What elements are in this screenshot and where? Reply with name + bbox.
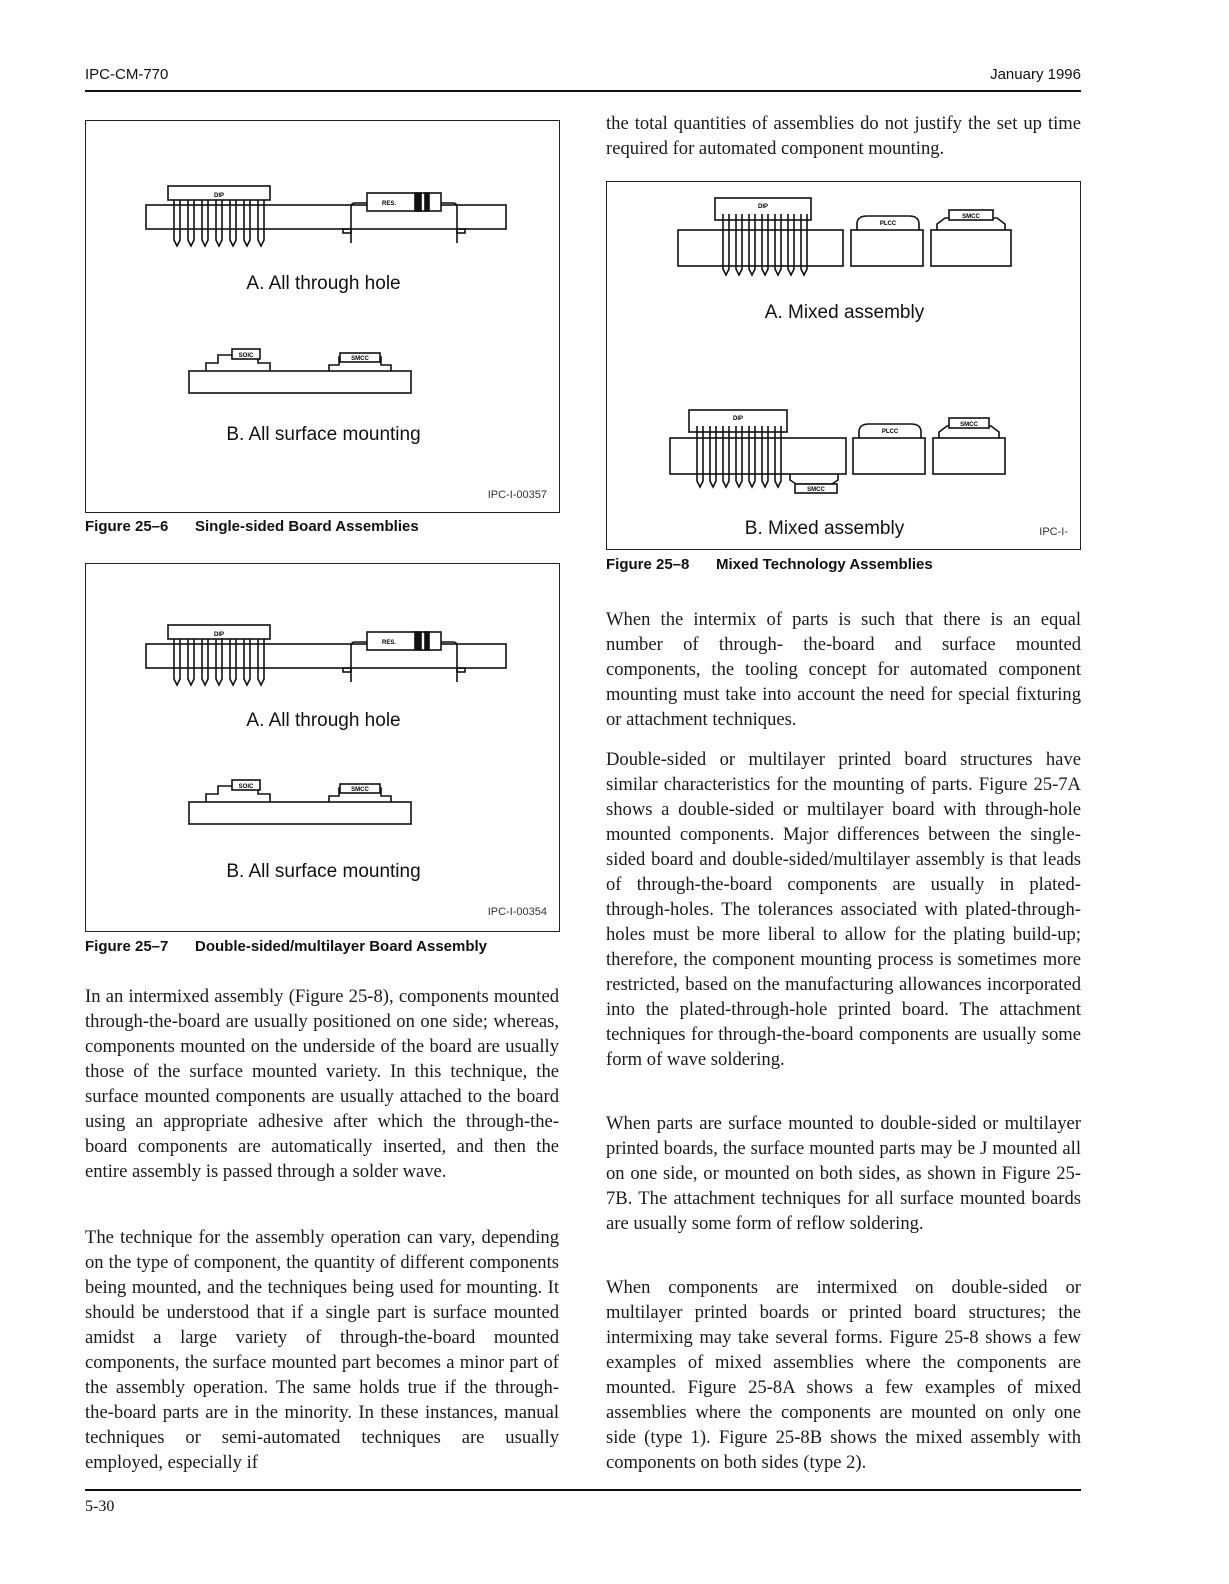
- figure-25-6-caption: [85, 518, 419, 535]
- body-paragraph: When the intermix of parts is such that there is an equal number of through- the-board and surface mounted components, the tooling concept for automated component mounting must take into account the need for special fixturing or attachment techniques.: [606, 609, 1081, 730]
- body-paragraph: In an intermixed assembly (Figure 25-8), components mounted through-the-board are usually positioned on one side; whereas, components mounted on the underside of the board are usually those of the surface mounted variety. In this technique, the surface mounted components are usually attached to the board using an appropriate adhesive after which the through-the-board components are automatically inserted, and then the entire assembly is passed through a solder wave.: [85, 986, 559, 1182]
- svg-text:SMCC: SMCC: [351, 787, 369, 793]
- document-date: January 1996: [990, 66, 1081, 83]
- figure-25-8-label-b: B. Mixed assembly: [744, 518, 905, 539]
- body-paragraph: the total quantities of assemblies do not justify the set up time required for automated component mounting.: [606, 113, 1081, 159]
- svg-text:PLCC: PLCC: [879, 221, 897, 227]
- figure-25-6-label-a: A. All through hole: [246, 273, 401, 294]
- svg-text:PLCC: PLCC: [881, 429, 899, 435]
- body-paragraph: When components are intermixed on double-sided or multilayer printed boards or printed board structures; the intermixing may take several forms. Figure 25-8 shows a few examples of mixed assemblies where the components are mounted. Figure 25-8A shows a few examples of mixed assemblies where the components are mounted on only one side (type 1). Figure 25-8B shows the mixed assembly with components on both sides (type 2).: [606, 1277, 1081, 1473]
- svg-text:SMCC: SMCC: [960, 422, 978, 428]
- figure-25-6-id: IPC-I-00357: [487, 489, 547, 501]
- figure-25-8-caption: [606, 556, 933, 573]
- figure-25-7-title: Double-sided/multilayer Board Assembly: [195, 938, 488, 955]
- svg-text:RES.: RES.: [381, 640, 397, 646]
- figure-25-6-frame: [85, 120, 560, 513]
- mixed-assembly-type1-diagram: [673, 192, 1023, 282]
- document-id: IPC-CM-770: [85, 66, 169, 83]
- svg-text:DIP: DIP: [213, 632, 225, 638]
- figure-25-7-label-a: A. All through hole: [246, 710, 401, 731]
- svg-text:SMCC: SMCC: [807, 487, 825, 493]
- figure-25-7-label-b: B. All surface mounting: [226, 861, 421, 882]
- double-sided-through-hole-diagram: [141, 612, 511, 692]
- figure-25-6-title: Single-sided Board Assemblies: [195, 518, 419, 535]
- through-hole-assembly-diagram: [141, 173, 511, 253]
- figure-25-6-number: Figure 25–6: [85, 518, 169, 535]
- svg-text:SOIC: SOIC: [238, 784, 254, 790]
- page-number: 5-30: [85, 1498, 115, 1515]
- figure-25-8-title: Mixed Technology Assemblies: [716, 556, 933, 573]
- surface-mount-assembly-diagram: [186, 341, 416, 396]
- figure-25-7-caption: [85, 938, 487, 955]
- figure-25-7-number: Figure 25–7: [85, 938, 169, 955]
- figure-25-7-frame: [85, 563, 560, 932]
- body-paragraph: When parts are surface mounted to double-sided or multilayer printed boards, the surface mounted parts may be J mounted all on one side, or mounted on both sides, as shown in Figure 25-7B. The attachment techniques for all surface mounted boards are usually some form of reflow soldering.: [606, 1113, 1081, 1234]
- svg-text:SOIC: SOIC: [238, 353, 254, 359]
- figure-25-6-label-b: B. All surface mounting: [226, 424, 421, 445]
- svg-text:SMCC: SMCC: [351, 356, 369, 362]
- svg-text:SMCC: SMCC: [962, 214, 980, 220]
- svg-text:DIP: DIP: [757, 204, 769, 210]
- header-rule: [85, 90, 1081, 92]
- figure-25-8-number: Figure 25–8: [606, 556, 690, 573]
- page-header: [85, 66, 1081, 90]
- svg-text:DIP: DIP: [213, 193, 225, 199]
- body-paragraph: Double-sided or multilayer printed board structures have similar characteristics for the mounting of parts. Figure 25-7A shows a double-sided or multilayer board with through-hole mounted components. Major differences between the single-sided board and double-sided/multilayer assembly is that leads of through-the-board components are usually in plated-through-holes. The tolerances associated with plated-through- holes must be more liberal to allow for the plating build-up; therefore, the component mounting process is sometimes more restricted, based on the manufacturing allowances incorporated into the plated-through-hole printed board. The attachment techniques for through-the-board components are usually some form of wave soldering.: [606, 749, 1081, 1070]
- mixed-assembly-type2-diagram: [665, 404, 1025, 504]
- figure-25-8-id: IPC-I-: [1039, 526, 1068, 538]
- figure-25-8-label-a: A. Mixed assembly: [764, 302, 925, 323]
- svg-text:DIP: DIP: [732, 416, 744, 422]
- figure-25-7-id: IPC-I-00354: [487, 906, 547, 918]
- svg-text:RES.: RES.: [381, 201, 397, 207]
- figure-25-8-frame: [606, 181, 1081, 550]
- footer-rule: [85, 1489, 1081, 1491]
- double-sided-surface-mount-diagram: [186, 772, 416, 827]
- body-paragraph: The technique for the assembly operation can vary, depending on the type of component, the quantity of different components being mounted, and the techniques being used for mounting. It should be understood that if a single part is surface mounted amidst a large variety of through-the-board mounted components, the surface mounted part becomes a minor part of the assembly operation. The same holds true if the through- the-board parts are in the minority. In these instances, manual techniques or semi-automated techniques are usually employed, especially if: [85, 1227, 559, 1473]
